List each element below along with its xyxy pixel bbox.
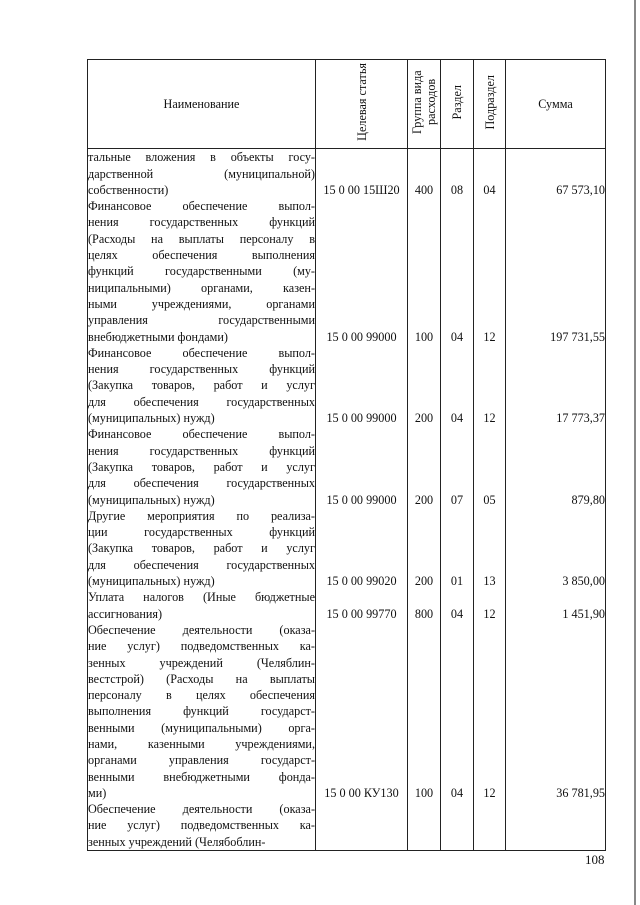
row-section xyxy=(441,589,474,622)
row-name-line: для обеспечения государственных xyxy=(88,394,315,409)
row-section-value: 04 xyxy=(450,329,464,344)
row-name-line: (муниципальных) нужд) xyxy=(88,411,215,426)
row-name-line: управления государственными xyxy=(88,313,315,328)
row-subsection-value: 04 xyxy=(483,182,496,197)
row-name-line: нами, казенными учреждениями, xyxy=(88,736,315,751)
row-name-line: Финансовое обеспечение выпол- xyxy=(88,427,315,442)
row-group-value: 400 xyxy=(414,182,434,197)
row-name-line: (муниципальных) нужд) xyxy=(88,492,215,507)
row-name-line: ниципальными) органами, казен- xyxy=(88,280,315,295)
table-row xyxy=(88,426,606,507)
row-target xyxy=(316,622,408,801)
row-group xyxy=(408,345,441,426)
row-sum-value: 1 451,90 xyxy=(562,606,605,621)
row-sum-value: 67 573,10 xyxy=(556,182,605,197)
row-sum xyxy=(506,589,606,622)
header-section: Раздел xyxy=(441,60,474,149)
row-group xyxy=(408,149,441,198)
row-sum-value: 3 850,00 xyxy=(562,574,605,589)
row-subsection xyxy=(474,426,506,507)
row-group-value: 200 xyxy=(414,574,434,589)
row-sum xyxy=(506,622,606,801)
row-target xyxy=(316,345,408,426)
row-name xyxy=(88,345,316,426)
row-name-line: персоналу в целях обеспечения xyxy=(88,688,315,703)
row-name-line: ции государственных функций xyxy=(88,525,315,540)
row-target xyxy=(316,198,408,345)
row-subsection-value: 05 xyxy=(483,492,496,507)
row-name-line: (Закупка товаров, работ и услуг xyxy=(88,378,315,393)
row-name-line: нения государственных функций xyxy=(88,215,315,230)
row-group-value: 100 xyxy=(414,329,434,344)
table-row xyxy=(88,149,606,198)
row-section xyxy=(441,426,474,507)
row-section-value: 04 xyxy=(450,785,464,800)
row-section-value: 07 xyxy=(450,492,464,507)
row-name-line: Обеспечение деятельности (оказа- xyxy=(88,802,315,817)
row-subsection xyxy=(474,589,506,622)
row-name-line: органами управления государст- xyxy=(88,753,315,768)
row-name-line: Другие мероприятия по реализа- xyxy=(88,508,315,523)
row-section-value: 04 xyxy=(450,606,464,621)
row-target-value: 15 0 00 99020 xyxy=(326,574,397,589)
row-target xyxy=(316,801,408,850)
row-sum-value: 17 773,37 xyxy=(556,411,605,426)
row-section xyxy=(441,801,474,850)
row-sum xyxy=(506,426,606,507)
row-name-line: для обеспечения государственных xyxy=(88,557,315,572)
row-sum-value: 36 781,95 xyxy=(556,785,605,800)
row-subsection xyxy=(474,149,506,198)
row-subsection-value: 12 xyxy=(483,606,496,621)
row-name xyxy=(88,198,316,345)
table-row xyxy=(88,345,606,426)
row-group xyxy=(408,801,441,850)
table-header xyxy=(88,60,606,149)
table-body xyxy=(88,149,606,851)
row-subsection-value: 13 xyxy=(483,574,496,589)
row-name-line: Финансовое обеспечение выпол- xyxy=(88,199,315,214)
row-name-line: (муниципальных) нужд) xyxy=(88,574,215,589)
row-name-line: Уплата налогов (Иные бюджетные xyxy=(88,590,315,605)
row-group xyxy=(408,589,441,622)
row-name-line: Обеспечение деятельности (оказа- xyxy=(88,622,315,637)
row-target-value: 15 0 00 15Ш20 xyxy=(323,182,400,197)
header-subsection: Подраздел xyxy=(474,60,506,149)
row-sum xyxy=(506,149,606,198)
row-target xyxy=(316,508,408,589)
row-section-value: 01 xyxy=(450,574,464,589)
row-subsection xyxy=(474,345,506,426)
row-name-line: целях обеспечения выполнения xyxy=(88,248,315,263)
row-group xyxy=(408,198,441,345)
header-sum: Сумма xyxy=(506,60,606,149)
row-section-value: 04 xyxy=(450,411,464,426)
row-target-value: 15 0 00 99000 xyxy=(326,492,397,507)
row-subsection-value: 12 xyxy=(483,329,496,344)
row-name-line: дарственной (муниципальной) xyxy=(88,166,315,181)
row-name-line: нения государственных функций xyxy=(88,362,315,377)
row-name-line: ными учреждениями, органами xyxy=(88,296,315,311)
row-group-value: 100 xyxy=(414,785,434,800)
row-target-value: 15 0 00 99770 xyxy=(326,606,397,621)
row-name-line: венными (муниципальными) орга- xyxy=(88,720,315,735)
row-sum xyxy=(506,198,606,345)
row-group-value: 200 xyxy=(414,492,434,507)
row-name xyxy=(88,622,316,801)
row-section xyxy=(441,149,474,198)
row-section xyxy=(441,508,474,589)
row-group xyxy=(408,622,441,801)
row-name-line: (Расходы на выплаты персоналу в xyxy=(88,231,315,246)
row-name-line: Финансовое обеспечение выпол- xyxy=(88,345,315,360)
row-section xyxy=(441,345,474,426)
row-sum xyxy=(506,801,606,850)
row-name-line: нения государственных функций xyxy=(88,443,315,458)
row-name-line: для обеспечения государственных xyxy=(88,476,315,491)
row-group-value: 800 xyxy=(414,606,434,621)
row-subsection xyxy=(474,508,506,589)
scan-edge xyxy=(634,0,636,905)
row-target xyxy=(316,426,408,507)
row-name-line: собственности) xyxy=(88,182,169,197)
row-sum-value: 879,80 xyxy=(571,492,605,507)
table-row xyxy=(88,198,606,345)
row-sum-value: 197 731,55 xyxy=(550,329,605,344)
row-name-line: ние услуг) подведомственных ка- xyxy=(88,639,315,654)
page-number: 108 xyxy=(585,852,605,867)
row-section-value: 08 xyxy=(450,182,464,197)
row-name-line: ние услуг) подведомственных ка- xyxy=(88,818,315,833)
row-section xyxy=(441,622,474,801)
header-target: Целевая статья xyxy=(316,60,408,149)
table-row xyxy=(88,589,606,622)
row-name xyxy=(88,508,316,589)
row-subsection-value: 12 xyxy=(483,411,496,426)
row-group xyxy=(408,426,441,507)
row-name-line: венными внебюджетными фонда- xyxy=(88,769,315,784)
row-name-line: ми) xyxy=(88,785,107,800)
row-name-line: функций государственными (му- xyxy=(88,264,315,279)
header-name: Наименование xyxy=(88,60,316,149)
row-name-line: выполнения функций государст- xyxy=(88,704,315,719)
table-row xyxy=(88,508,606,589)
row-name-line: ассигнования) xyxy=(88,606,163,621)
row-name-line: зенных учреждений (Челябоблин- xyxy=(88,834,266,849)
row-section xyxy=(441,198,474,345)
table-row xyxy=(88,801,606,850)
row-sum xyxy=(506,508,606,589)
row-target xyxy=(316,149,408,198)
row-name-line: зенных учреждений (Челяблин- xyxy=(88,655,315,670)
row-name-line: внебюджетными фондами) xyxy=(88,329,228,344)
row-target xyxy=(316,589,408,622)
row-name-line: (Закупка товаров, работ и услуг xyxy=(88,541,315,556)
row-name xyxy=(88,149,316,198)
row-sum xyxy=(506,345,606,426)
row-name xyxy=(88,589,316,622)
row-name xyxy=(88,426,316,507)
row-subsection xyxy=(474,198,506,345)
header-group: Группа вида расходов xyxy=(408,60,441,149)
budget-table xyxy=(87,59,606,851)
row-target-value: 15 0 00 99000 xyxy=(326,329,397,344)
row-name xyxy=(88,801,316,850)
row-name-line: (Закупка товаров, работ и услуг xyxy=(88,459,315,474)
row-name-line: тальные вложения в объекты госу- xyxy=(88,150,315,165)
row-subsection xyxy=(474,622,506,801)
row-target-value: 15 0 00 КУ130 xyxy=(324,785,399,800)
row-group-value: 200 xyxy=(414,411,434,426)
row-name-line: вестстрой) (Расходы на выплаты xyxy=(88,671,315,686)
table-row xyxy=(88,622,606,801)
row-subsection-value: 12 xyxy=(483,785,496,800)
row-subsection xyxy=(474,801,506,850)
row-target-value: 15 0 00 99000 xyxy=(326,411,397,426)
row-group xyxy=(408,508,441,589)
